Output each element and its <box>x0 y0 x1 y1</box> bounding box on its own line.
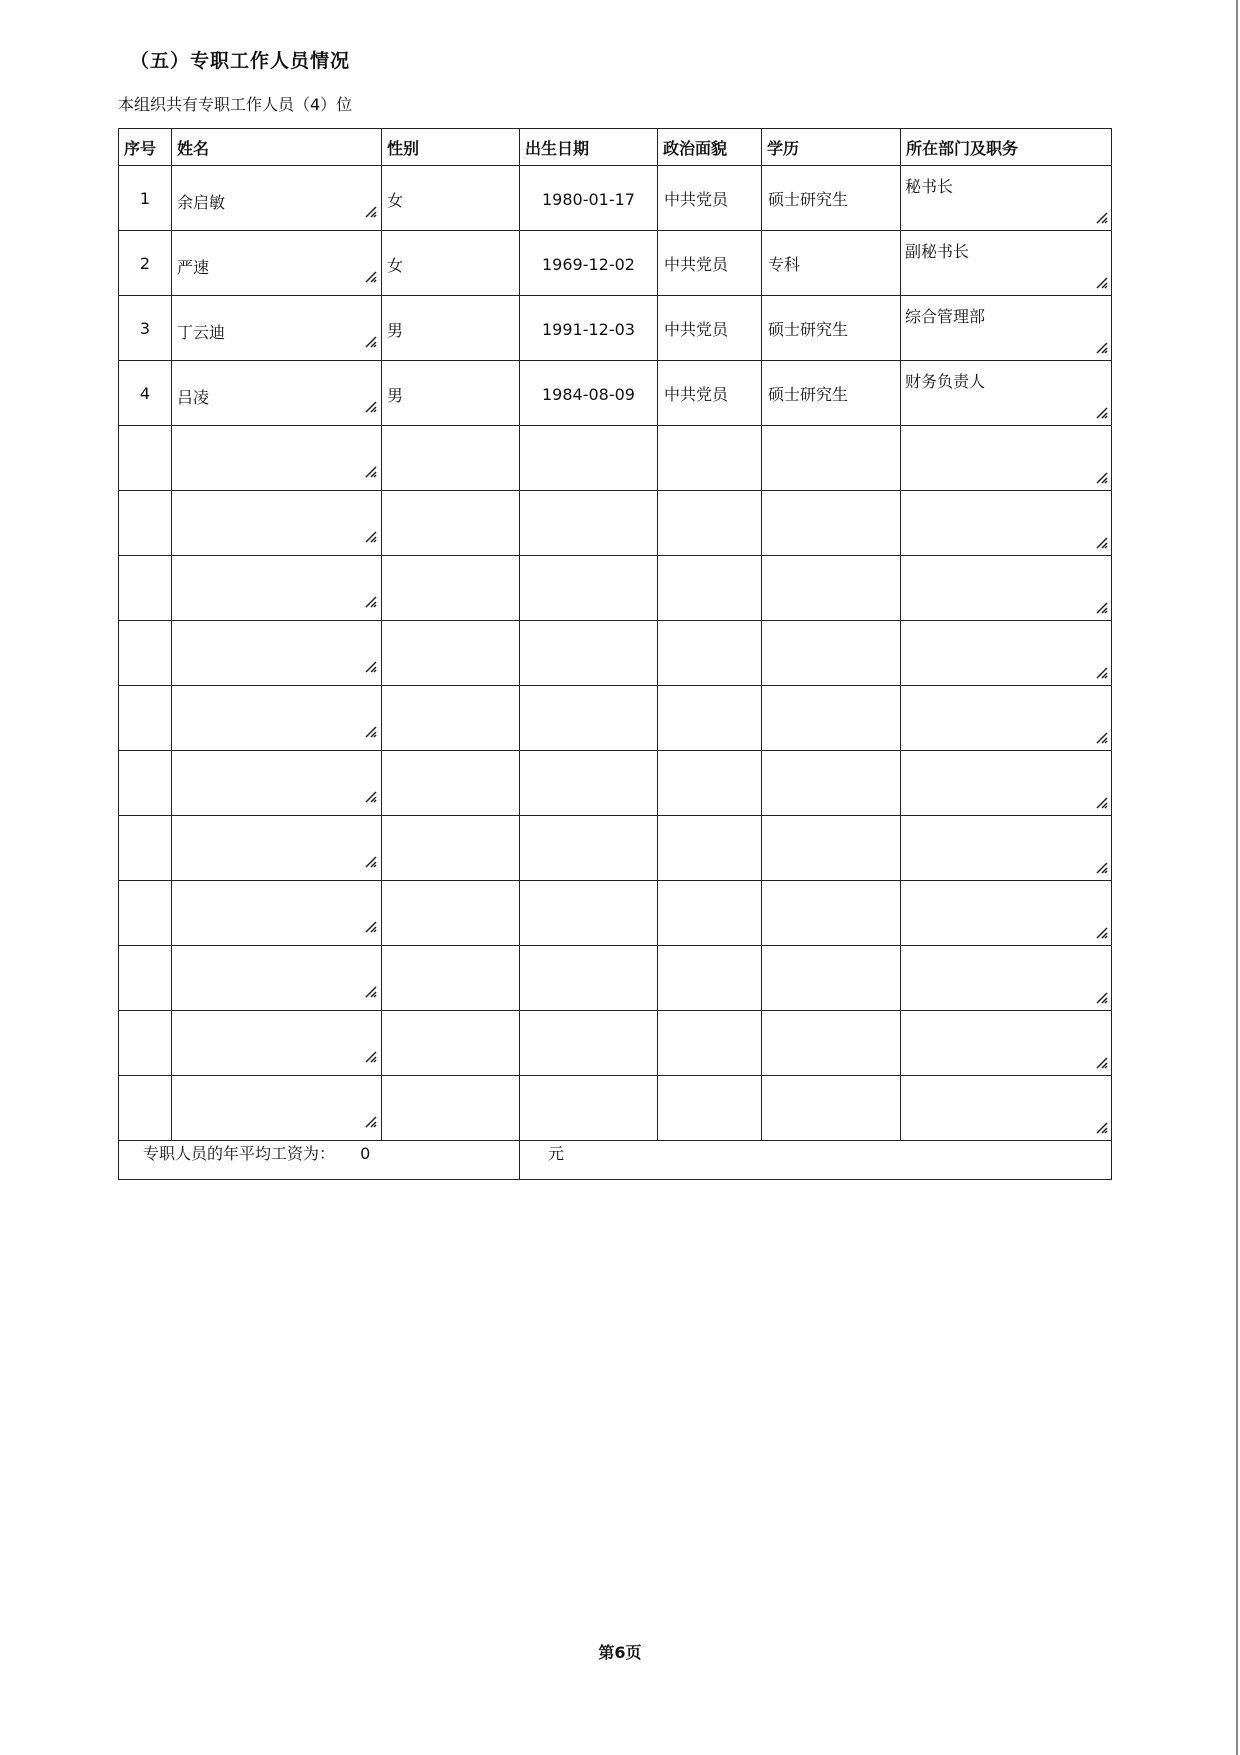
resize-grip-icon[interactable] <box>363 529 377 543</box>
resize-grip-icon[interactable] <box>363 204 377 218</box>
cell-political-status[interactable] <box>658 491 762 556</box>
cell-birth-date[interactable] <box>520 751 658 816</box>
cell-birth-date[interactable] <box>520 556 658 621</box>
cell-political-status[interactable] <box>658 556 762 621</box>
cell-no <box>119 621 172 686</box>
table-row <box>119 1011 1112 1076</box>
name-value: 吕凌 <box>177 388 210 407</box>
cell-birth-date[interactable] <box>520 881 658 946</box>
cell-no <box>119 426 172 491</box>
cell-education[interactable] <box>762 361 901 426</box>
cell-political-status[interactable] <box>658 1076 762 1141</box>
cell-name[interactable] <box>172 881 382 946</box>
table-row <box>119 361 1112 426</box>
cell-department-position[interactable] <box>901 231 1112 296</box>
department-position-value: 副秘书长 <box>905 242 970 261</box>
cell-education[interactable] <box>762 556 901 621</box>
cell-gender[interactable] <box>382 816 520 881</box>
cell-name[interactable] <box>172 621 382 686</box>
cell-name[interactable] <box>172 946 382 1011</box>
cell-political-status[interactable] <box>658 296 762 361</box>
resize-grip-icon[interactable] <box>363 984 377 998</box>
cell-education[interactable] <box>762 881 901 946</box>
cell-name[interactable] <box>172 1011 382 1076</box>
cell-gender[interactable] <box>382 1011 520 1076</box>
cell-name[interactable] <box>172 556 382 621</box>
salary-unit-cell <box>520 1141 1112 1180</box>
cell-no <box>119 361 172 426</box>
resize-grip-icon[interactable] <box>1094 730 1108 744</box>
resize-grip-icon[interactable] <box>363 789 377 803</box>
row-number <box>119 1076 171 1140</box>
resize-grip-icon[interactable] <box>1094 990 1108 1004</box>
cell-education[interactable] <box>762 426 901 491</box>
resize-grip-icon[interactable] <box>1094 1120 1108 1134</box>
resize-grip-icon[interactable] <box>363 399 377 413</box>
cell-department-position[interactable] <box>901 946 1112 1011</box>
salary-row <box>119 1141 1112 1180</box>
resize-grip-icon[interactable] <box>1094 1055 1108 1069</box>
table-row <box>119 556 1112 621</box>
cell-department-position[interactable] <box>901 296 1112 361</box>
row-number <box>119 491 171 555</box>
staff-table <box>118 128 1112 1180</box>
row-number <box>119 621 171 685</box>
resize-grip-icon[interactable] <box>363 659 377 673</box>
birth-date-value: 1980-01-17 <box>542 190 635 209</box>
row-number <box>119 946 171 1010</box>
cell-birth-date[interactable] <box>520 166 658 231</box>
gender-value: 男 <box>387 386 404 405</box>
header-political-status: 政治面貌 <box>658 129 762 166</box>
political-status-value: 中共党员 <box>664 320 729 339</box>
cell-political-status[interactable] <box>658 166 762 231</box>
political-status-value: 中共党员 <box>664 190 729 209</box>
cell-gender[interactable] <box>382 751 520 816</box>
header-gender: 性别 <box>382 129 520 166</box>
table-row <box>119 231 1112 296</box>
table-row <box>119 491 1112 556</box>
resize-grip-icon[interactable] <box>363 854 377 868</box>
cell-department-position[interactable] <box>901 686 1112 751</box>
gender-value: 男 <box>387 321 404 340</box>
cell-no <box>119 751 172 816</box>
cell-education[interactable] <box>762 296 901 361</box>
header-department-position: 所在部门及职务 <box>901 129 1112 166</box>
cell-no <box>119 296 172 361</box>
cell-political-status[interactable] <box>658 621 762 686</box>
row-number <box>119 751 171 815</box>
name-value: 余启敏 <box>177 193 226 212</box>
page-number: 第6页 <box>598 1643 642 1662</box>
cell-political-status[interactable] <box>658 816 762 881</box>
resize-grip-icon[interactable] <box>1094 665 1108 679</box>
cell-no <box>119 231 172 296</box>
cell-name[interactable] <box>172 1076 382 1141</box>
cell-no <box>119 166 172 231</box>
cell-political-status[interactable] <box>658 686 762 751</box>
table-row <box>119 1076 1112 1141</box>
cell-political-status[interactable] <box>658 426 762 491</box>
resize-grip-icon[interactable] <box>1094 340 1108 354</box>
resize-grip-icon[interactable] <box>1094 210 1108 224</box>
salary-cell <box>119 1141 520 1180</box>
row-number: 3 <box>139 318 151 338</box>
cell-no <box>119 686 172 751</box>
department-position-value: 综合管理部 <box>905 307 986 326</box>
department-position-value: 财务负责人 <box>905 372 986 391</box>
table-row <box>119 881 1112 946</box>
resize-grip-icon[interactable] <box>1094 600 1108 614</box>
resize-grip-icon[interactable] <box>363 334 377 348</box>
cell-birth-date[interactable] <box>520 946 658 1011</box>
gender-value: 女 <box>387 191 404 210</box>
cell-department-position[interactable] <box>901 881 1112 946</box>
resize-grip-icon[interactable] <box>1094 795 1108 809</box>
name-value: 丁云迪 <box>177 323 226 342</box>
cell-political-status[interactable] <box>658 946 762 1011</box>
department-position-value: 秘书长 <box>905 177 954 196</box>
cell-no <box>119 491 172 556</box>
row-number <box>119 686 171 750</box>
cell-no <box>119 816 172 881</box>
table-row <box>119 166 1112 231</box>
cell-birth-date[interactable] <box>520 491 658 556</box>
resize-grip-icon[interactable] <box>363 724 377 738</box>
table-header-row <box>119 129 1112 166</box>
cell-no <box>119 946 172 1011</box>
cell-gender[interactable] <box>382 1076 520 1141</box>
cell-name[interactable] <box>172 166 382 231</box>
resize-grip-icon[interactable] <box>1094 405 1108 419</box>
cell-name[interactable] <box>172 491 382 556</box>
resize-grip-icon[interactable] <box>363 594 377 608</box>
table-row <box>119 426 1112 491</box>
table-row <box>119 816 1112 881</box>
cell-department-position[interactable] <box>901 621 1112 686</box>
cell-department-position[interactable] <box>901 426 1112 491</box>
table-row <box>119 621 1112 686</box>
table-row <box>119 751 1112 816</box>
cell-name[interactable] <box>172 816 382 881</box>
cell-gender[interactable] <box>382 491 520 556</box>
page-edge-line <box>1236 0 1238 1755</box>
resize-grip-icon[interactable] <box>363 1114 377 1128</box>
row-number: 1 <box>139 188 151 208</box>
cell-education[interactable] <box>762 946 901 1011</box>
row-number <box>119 556 171 620</box>
cell-birth-date[interactable] <box>520 816 658 881</box>
cell-department-position[interactable] <box>901 491 1112 556</box>
political-status-value: 中共党员 <box>664 385 729 404</box>
cell-birth-date[interactable] <box>520 231 658 296</box>
education-value: 硕士研究生 <box>768 320 849 339</box>
header-name: 姓名 <box>172 129 382 166</box>
cell-education[interactable] <box>762 686 901 751</box>
row-number <box>119 816 171 880</box>
cell-no <box>119 1011 172 1076</box>
cell-gender[interactable] <box>382 361 520 426</box>
birth-date-value: 1984-08-09 <box>542 385 635 404</box>
resize-grip-icon[interactable] <box>1094 470 1108 484</box>
political-status-value: 中共党员 <box>664 255 729 274</box>
resize-grip-icon[interactable] <box>1094 860 1108 874</box>
cell-political-status[interactable] <box>658 1011 762 1076</box>
header-birth-date: 出生日期 <box>520 129 658 166</box>
cell-gender[interactable] <box>382 231 520 296</box>
staff-count-summary: 本组织共有专职工作人员（4）位 <box>118 95 353 114</box>
education-value: 专科 <box>768 255 801 274</box>
resize-grip-icon[interactable] <box>1094 275 1108 289</box>
cell-department-position[interactable] <box>901 166 1112 231</box>
salary-value: 0 <box>360 1144 371 1163</box>
cell-no <box>119 556 172 621</box>
birth-date-value: 1969-12-02 <box>542 255 635 274</box>
resize-grip-icon[interactable] <box>363 919 377 933</box>
cell-department-position[interactable] <box>901 816 1112 881</box>
cell-name[interactable] <box>172 296 382 361</box>
cell-birth-date[interactable] <box>520 1011 658 1076</box>
cell-gender[interactable] <box>382 426 520 491</box>
cell-political-status[interactable] <box>658 231 762 296</box>
cell-education[interactable] <box>762 816 901 881</box>
cell-gender[interactable] <box>382 166 520 231</box>
name-value: 严速 <box>177 258 210 277</box>
education-value: 硕士研究生 <box>768 385 849 404</box>
birth-date-value: 1991-12-03 <box>542 320 635 339</box>
cell-name[interactable] <box>172 361 382 426</box>
cell-no <box>119 881 172 946</box>
table-row <box>119 946 1112 1011</box>
cell-political-status[interactable] <box>658 881 762 946</box>
cell-education[interactable] <box>762 1076 901 1141</box>
cell-gender[interactable] <box>382 686 520 751</box>
cell-birth-date[interactable] <box>520 296 658 361</box>
row-number <box>119 1011 171 1075</box>
table-row <box>119 686 1112 751</box>
cell-department-position[interactable] <box>901 361 1112 426</box>
row-number <box>119 426 171 490</box>
cell-no <box>119 1076 172 1141</box>
cell-gender[interactable] <box>382 621 520 686</box>
cell-political-status[interactable] <box>658 361 762 426</box>
cell-birth-date[interactable] <box>520 1076 658 1141</box>
cell-education[interactable] <box>762 491 901 556</box>
header-no: 序号 <box>119 129 172 166</box>
cell-department-position[interactable] <box>901 1076 1112 1141</box>
resize-grip-icon[interactable] <box>363 1049 377 1063</box>
row-number <box>119 881 171 945</box>
resize-grip-icon[interactable] <box>1094 925 1108 939</box>
cell-department-position[interactable] <box>901 751 1112 816</box>
cell-education[interactable] <box>762 166 901 231</box>
section-title: （五）专职工作人员情况 <box>130 50 351 72</box>
row-number: 4 <box>139 383 151 403</box>
cell-birth-date[interactable] <box>520 426 658 491</box>
cell-education[interactable] <box>762 751 901 816</box>
resize-grip-icon[interactable] <box>1094 535 1108 549</box>
cell-gender[interactable] <box>382 881 520 946</box>
cell-gender[interactable] <box>382 556 520 621</box>
row-number: 2 <box>139 253 151 273</box>
cell-name[interactable] <box>172 751 382 816</box>
cell-birth-date[interactable] <box>520 621 658 686</box>
cell-education[interactable] <box>762 1011 901 1076</box>
cell-department-position[interactable] <box>901 1011 1112 1076</box>
cell-education[interactable] <box>762 621 901 686</box>
cell-gender[interactable] <box>382 296 520 361</box>
cell-birth-date[interactable] <box>520 686 658 751</box>
resize-grip-icon[interactable] <box>363 464 377 478</box>
cell-name[interactable] <box>172 426 382 491</box>
cell-name[interactable] <box>172 686 382 751</box>
education-value: 硕士研究生 <box>768 190 849 209</box>
cell-department-position[interactable] <box>901 556 1112 621</box>
resize-grip-icon[interactable] <box>363 269 377 283</box>
cell-education[interactable] <box>762 231 901 296</box>
salary-label: 专职人员的年平均工资为： <box>143 1144 336 1163</box>
cell-name[interactable] <box>172 231 382 296</box>
header-education: 学历 <box>762 129 901 166</box>
salary-unit: 元 <box>548 1144 565 1163</box>
cell-birth-date[interactable] <box>520 361 658 426</box>
cell-political-status[interactable] <box>658 751 762 816</box>
gender-value: 女 <box>387 256 404 275</box>
cell-gender[interactable] <box>382 946 520 1011</box>
table-row <box>119 296 1112 361</box>
